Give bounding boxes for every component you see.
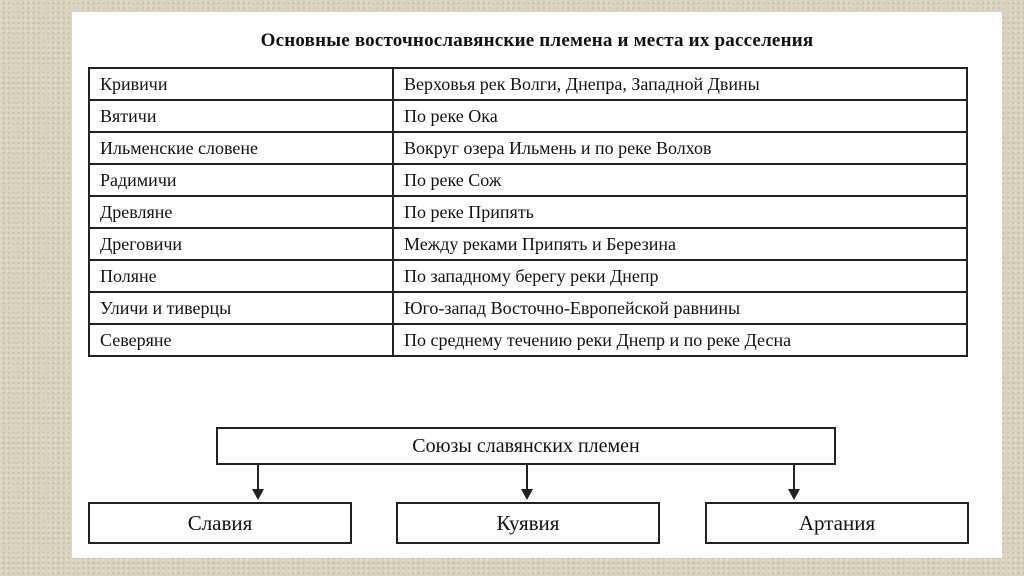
union-label: Куявия xyxy=(496,510,560,535)
union-box-slavia xyxy=(88,502,352,544)
union-label: Славия xyxy=(187,510,253,535)
tribe-name: Северяне xyxy=(89,324,393,356)
tribe-name: Радимичи xyxy=(89,164,393,196)
unions-root-label: Союзы славянских племен xyxy=(412,434,640,457)
union-box-kuyavia xyxy=(396,502,660,544)
tribe-name: Древляне xyxy=(89,196,393,228)
tribe-name: Кривичи xyxy=(89,68,393,100)
table-row xyxy=(89,324,967,356)
table-row xyxy=(89,260,967,292)
tribe-place: По среднему течению реки Днепр и по реке Десна xyxy=(393,324,967,356)
unions-root-box xyxy=(216,427,836,465)
tribe-place: Верховья рек Волги, Днепра, Западной Двины xyxy=(393,68,967,100)
tribe-name: Поляне xyxy=(89,260,393,292)
tribe-place: Между реками Припять и Березина xyxy=(393,228,967,260)
table-row xyxy=(89,68,967,100)
tribe-name: Уличи и тиверцы xyxy=(89,292,393,324)
document-page xyxy=(72,12,1002,558)
tribe-name: Ильменские словене xyxy=(89,132,393,164)
table-row xyxy=(89,100,967,132)
table-row xyxy=(89,196,967,228)
union-label: Артания xyxy=(798,510,876,535)
union-box-artania xyxy=(705,502,969,544)
page-title: Основные восточнославянские племена и места их расселения xyxy=(260,30,814,51)
tribe-place: По реке Ока xyxy=(393,100,967,132)
tribe-name: Дреговичи xyxy=(89,228,393,260)
tribe-place: По реке Припять xyxy=(393,196,967,228)
arrow-down-icon xyxy=(248,465,268,501)
table-row xyxy=(89,164,967,196)
table-row xyxy=(89,228,967,260)
tribe-name: Вятичи xyxy=(89,100,393,132)
tribe-place: По реке Сож xyxy=(393,164,967,196)
arrow-down-icon xyxy=(517,465,537,501)
tribe-place: Вокруг озера Ильмень и по реке Волхов xyxy=(393,132,967,164)
tribe-place: По западному берегу реки Днепр xyxy=(393,260,967,292)
table-row xyxy=(89,292,967,324)
table-row xyxy=(89,132,967,164)
tribe-place: Юго-запад Восточно-Европейской равнины xyxy=(393,292,967,324)
arrow-down-icon xyxy=(784,465,804,501)
tribes-table xyxy=(88,67,968,357)
